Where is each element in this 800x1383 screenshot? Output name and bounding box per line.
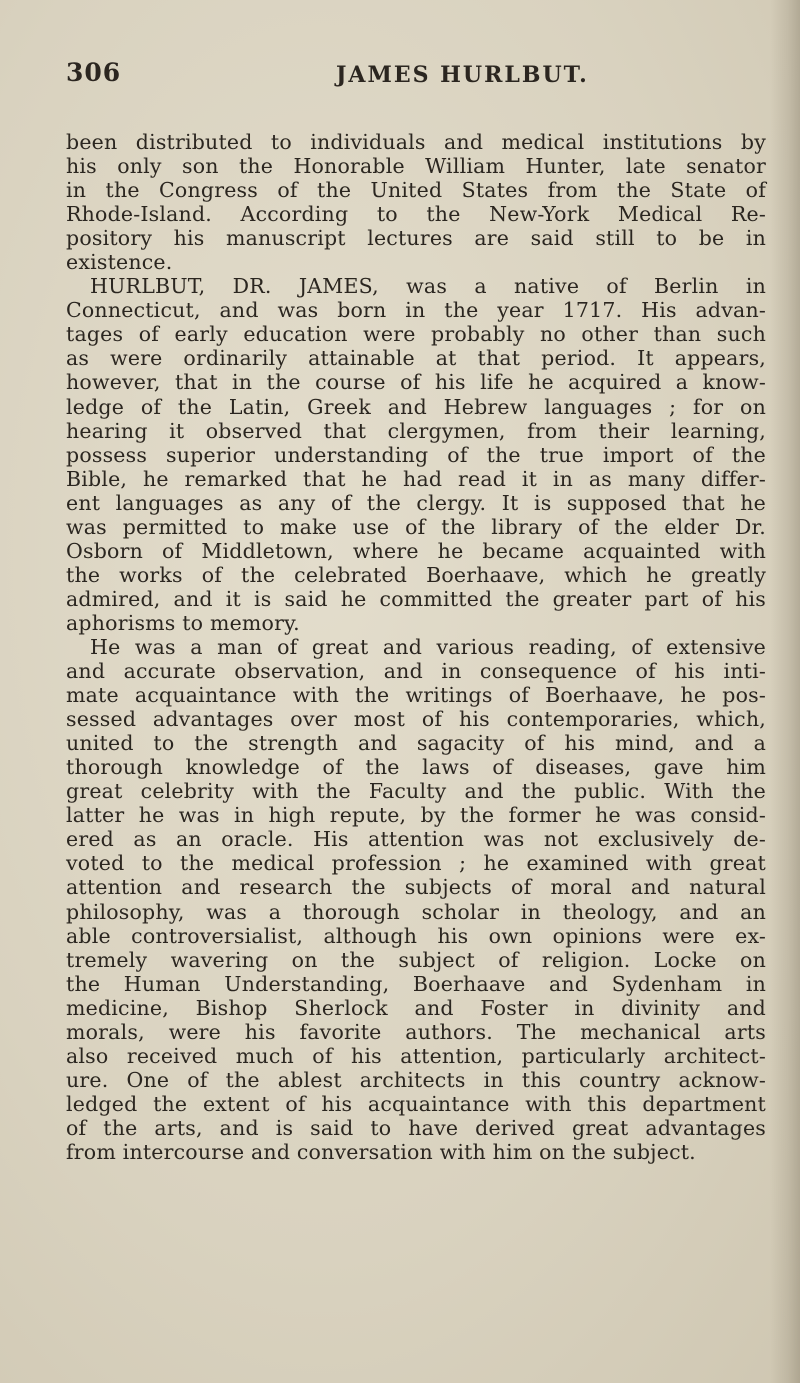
text-line: ledge of the Latin, Greek and Hebrew languages ; for on xyxy=(66,394,766,419)
text-line: existence. xyxy=(66,250,173,275)
text-line: from intercourse and conversation with him on the subject. xyxy=(66,1139,696,1164)
text-line: ent languages as any of the clergy. It is supposed that he xyxy=(66,490,766,515)
text-line: been distributed to individuals and medical institutions by xyxy=(66,130,766,154)
text-line: was permitted to make use of the library of the elder Dr. xyxy=(66,514,766,539)
text-line: as were ordinarily attainable at that period. It appears, xyxy=(66,346,766,371)
text-line: ered as an oracle. His attention was not exclusively de- xyxy=(66,827,766,852)
text-line: tages of early education were probably no other than such xyxy=(66,322,766,347)
text-line: aphorisms to memory. xyxy=(66,610,300,635)
text-line: admired, and it is said he committed the greater part of his xyxy=(66,586,766,611)
text-line: pository his manuscript lectures are said still to be in xyxy=(66,226,766,251)
text-line: tremely wavering on the subject of religion. Locke on xyxy=(66,947,766,972)
text-line: voted to the medical profession ; he examined with great xyxy=(66,851,766,876)
text-line: able controversialist, although his own opinions were ex- xyxy=(66,923,766,948)
body-text xyxy=(66,130,766,1164)
text-line: ledged the extent of his acquaintance with this department xyxy=(66,1091,766,1116)
text-line: of the arts, and is said to have derived great advantages xyxy=(66,1115,766,1140)
text-line: however, that in the course of his life he acquired a know- xyxy=(66,370,766,395)
text-line: and accurate observation, and in consequence of his inti- xyxy=(66,659,766,684)
text-line: also received much of his attention, particularly architect- xyxy=(66,1043,766,1068)
text-line: thorough knowledge of the laws of diseases, gave him xyxy=(66,755,766,780)
text-line: united to the strength and sagacity of his mind, and a xyxy=(66,731,766,756)
text-line: Bible, he remarked that he had read it in as many differ- xyxy=(66,466,766,491)
text-line: attention and research the subjects of moral and natural xyxy=(66,875,766,900)
text-line: sessed advantages over most of his contemporaries, which, xyxy=(66,707,766,732)
text-line: the Human Understanding, Boerhaave and Sydenham in xyxy=(66,971,766,996)
text-line: hearing it observed that clergymen, from their learning, xyxy=(66,418,766,443)
text-line: ure. One of the ablest architects in this country acknow- xyxy=(66,1067,766,1092)
text-line: possess superior understanding of the true import of the xyxy=(66,442,766,467)
text-line: mate acquaintance with the writings of Boerhaave, he pos- xyxy=(66,683,766,708)
text-line: Rhode-Island. According to the New-York Medical Re- xyxy=(66,202,766,227)
page-header xyxy=(66,52,766,96)
text-line: in the Congress of the United States from the State of xyxy=(66,178,766,203)
text-line: the works of the celebrated Boerhaave, which he greatly xyxy=(66,562,766,587)
text-line: latter he was in high repute, by the former he was consid- xyxy=(66,803,766,828)
paragraph-start-line: He was a man of great and various reading, of extensive xyxy=(90,634,766,659)
page-gutter-shadow xyxy=(770,0,800,1383)
text-line: his only son the Honorable William Hunter, late senator xyxy=(66,154,766,179)
text-line: morals, were his favorite authors. The mechanical arts xyxy=(66,1019,766,1044)
text-line: Osborn of Middletown, where he became acquainted with xyxy=(66,538,766,563)
text-line: philosophy, was a thorough scholar in theology, and an xyxy=(66,899,766,924)
text-line: medicine, Bishop Sherlock and Foster in divinity and xyxy=(66,995,766,1020)
entry-heading-line: HURLBUT, DR. JAMES, was a native of Berlin in xyxy=(90,274,766,299)
text-line: Connecticut, and was born in the year 1717. His advan- xyxy=(66,298,766,323)
text-line: great celebrity with the Faculty and the public. With the xyxy=(66,779,766,804)
page-number: 306 xyxy=(66,58,122,87)
running-head: JAMES HURLBUT. xyxy=(336,62,589,88)
